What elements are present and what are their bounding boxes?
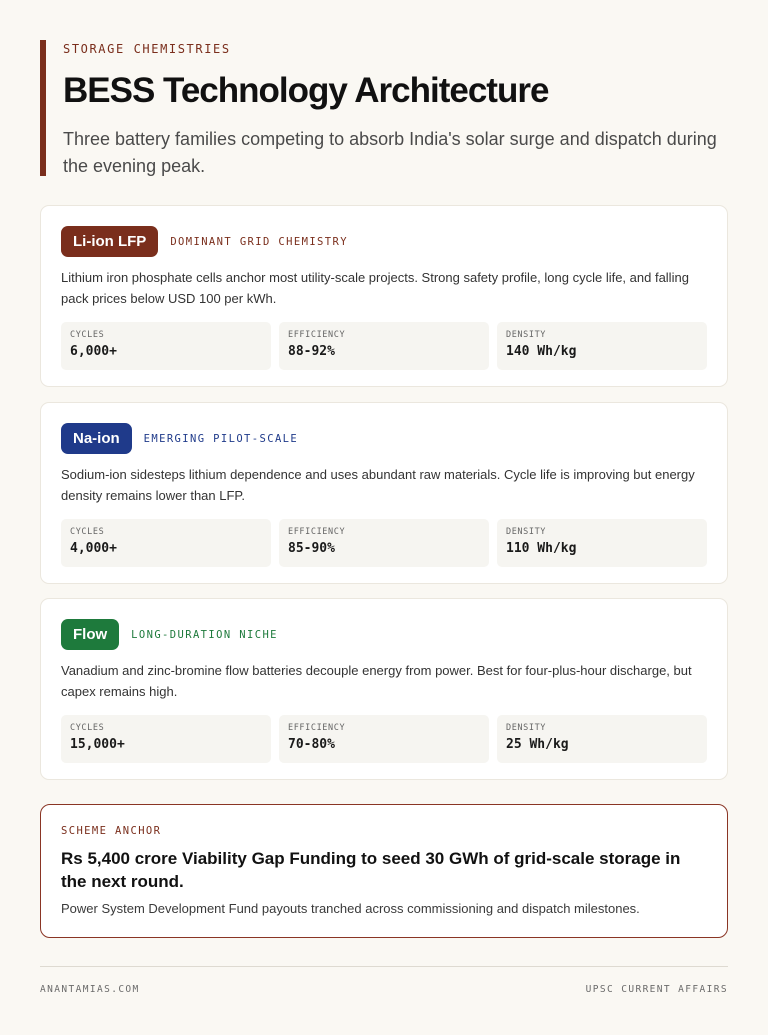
stat-value: 15,000+ bbox=[70, 737, 125, 752]
chemistry-description: Vanadium and zinc-bromine flow batteries decouple energy from power. Best for four-plus-hour discharge, but capex remains high. bbox=[61, 663, 692, 699]
stat-label: CYCLES bbox=[70, 527, 105, 537]
stat-value: 4,000+ bbox=[70, 541, 117, 556]
stat-value: 85-90% bbox=[288, 541, 335, 556]
stat-label: CYCLES bbox=[70, 330, 105, 340]
stat-value: 6,000+ bbox=[70, 344, 117, 359]
card-header bbox=[61, 423, 707, 454]
chemistry-card-flow bbox=[40, 598, 728, 780]
stat-cycles bbox=[61, 519, 271, 567]
footer-site: ANANTAMIAS.COM bbox=[40, 984, 140, 995]
scheme-title: Rs 5,400 crore Viability Gap Funding to seed 30 GWh of grid-scale storage in the next round. bbox=[61, 849, 681, 891]
chemistry-card-na-ion bbox=[40, 402, 728, 584]
chemistry-pill: Flow bbox=[61, 619, 119, 650]
scheme-description: Power System Development Fund payouts tranched across commissioning and dispatch milestones. bbox=[61, 901, 640, 916]
stat-value: 88-92% bbox=[288, 344, 335, 359]
stat-value: 140 Wh/kg bbox=[506, 344, 577, 359]
stat-label: EFFICIENCY bbox=[288, 330, 346, 340]
stat-cycles bbox=[61, 322, 271, 370]
stat-efficiency bbox=[279, 715, 489, 763]
header-eyebrow: STORAGE CHEMISTRIES bbox=[63, 42, 231, 56]
page-subtitle: Three battery families competing to absorb India's solar surge and dispatch during the evening peak. bbox=[63, 129, 717, 176]
chemistry-pill: Na-ion bbox=[61, 423, 132, 454]
chemistry-description: Lithium iron phosphate cells anchor most utility-scale projects. Strong safety profile, long cycle life, and falling pack prices below USD 100 per kWh. bbox=[61, 270, 689, 306]
stats-row bbox=[61, 519, 707, 567]
stat-density bbox=[497, 519, 707, 567]
stat-label: EFFICIENCY bbox=[288, 723, 346, 733]
stat-label: CYCLES bbox=[70, 723, 105, 733]
stat-value: 110 Wh/kg bbox=[506, 541, 577, 556]
card-header bbox=[61, 619, 707, 650]
stat-density bbox=[497, 715, 707, 763]
stat-label: EFFICIENCY bbox=[288, 527, 346, 537]
chemistry-description: Sodium-ion sidesteps lithium dependence and uses abundant raw materials. Cycle life is improving but energy density remains lower than LFP. bbox=[61, 467, 695, 503]
chemistry-tag: LONG-DURATION NICHE bbox=[131, 628, 278, 641]
stat-value: 70-80% bbox=[288, 737, 335, 752]
chemistry-pill: Li-ion LFP bbox=[61, 226, 158, 257]
stat-efficiency bbox=[279, 322, 489, 370]
chemistry-tag: EMERGING PILOT-SCALE bbox=[143, 432, 299, 445]
footer bbox=[40, 966, 728, 995]
stat-label: DENSITY bbox=[506, 723, 547, 733]
stat-cycles bbox=[61, 715, 271, 763]
scheme-anchor-box bbox=[40, 804, 728, 938]
card-header bbox=[61, 226, 707, 257]
chemistry-tag: DOMINANT GRID CHEMISTRY bbox=[170, 235, 348, 248]
stat-label: DENSITY bbox=[506, 330, 547, 340]
stat-efficiency bbox=[279, 519, 489, 567]
footer-section: UPSC CURRENT AFFAIRS bbox=[585, 984, 728, 995]
stat-label: DENSITY bbox=[506, 527, 547, 537]
chemistry-card-li-ion bbox=[40, 205, 728, 387]
header-block bbox=[40, 40, 730, 176]
stat-value: 25 Wh/kg bbox=[506, 737, 569, 752]
stat-density bbox=[497, 322, 707, 370]
stats-row bbox=[61, 715, 707, 763]
stats-row bbox=[61, 322, 707, 370]
scheme-eyebrow: SCHEME ANCHOR bbox=[61, 825, 162, 837]
page-title: BESS Technology Architecture bbox=[63, 71, 549, 110]
